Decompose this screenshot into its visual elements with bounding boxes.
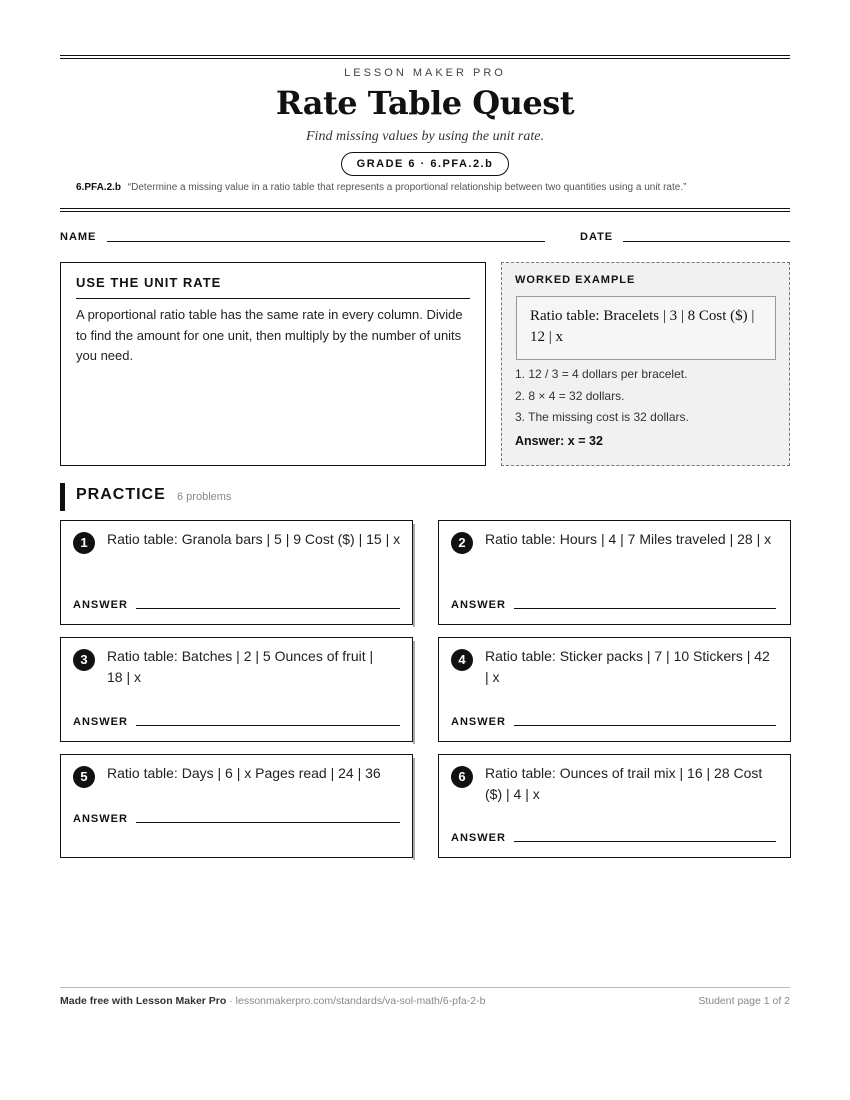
answer-label: ANSWER <box>451 599 506 611</box>
problem-text: Ratio table: Granola bars | 5 | 9 Cost ($) | 15 | x <box>107 531 401 547</box>
practice-accent-bar <box>60 483 65 511</box>
problem-card-6 <box>438 754 791 858</box>
problem-card-1 <box>60 520 413 625</box>
problem-card-3 <box>60 637 413 742</box>
card-shadow <box>413 758 415 860</box>
page-title: Rate Table Quest <box>275 84 575 122</box>
unit-rate-box <box>60 262 486 466</box>
practice-count: 6 problems <box>177 491 232 503</box>
worksheet-page <box>60 0 790 1100</box>
worked-example-step: 3. The missing cost is 32 dollars. <box>515 410 689 424</box>
unit-rate-heading: USE THE UNIT RATE <box>76 275 222 290</box>
worked-example-step: 2. 8 × 4 = 32 dollars. <box>515 388 625 403</box>
answer-field-4[interactable] <box>514 725 776 726</box>
date-label: DATE <box>580 231 614 243</box>
standard-code: 6.PFA.2.b <box>76 182 122 193</box>
problem-number-badge: 5 <box>73 766 95 788</box>
problem-number-badge: 3 <box>73 649 95 671</box>
footer-url[interactable]: · lessonmakerpro.com/standards/va-sol-math/6-pfa-2-b <box>226 995 486 1007</box>
standard-line <box>76 182 686 193</box>
answer-field-6[interactable] <box>514 841 776 842</box>
worked-example-box <box>501 262 790 466</box>
worked-example-steps <box>515 364 689 429</box>
answer-label: ANSWER <box>73 599 128 611</box>
worked-example-step: 1. 12 / 3 = 4 dollars per bracelet. <box>515 367 688 381</box>
footer-made-with: Made free with Lesson Maker Pro <box>60 995 227 1007</box>
problem-number-badge: 2 <box>451 532 473 554</box>
answer-field-2[interactable] <box>514 608 776 609</box>
grade-badge: GRADE 6 · 6.PFA.2.b <box>341 152 509 176</box>
standard-text: “Determine a missing value in a ratio table that represents a proportional relationship between two quantities using a unit rate.” <box>127 182 687 193</box>
problem-text: Ratio table: Batches | 2 | 5 Ounces of fruit | 18 | x <box>107 648 374 685</box>
answer-label: ANSWER <box>73 813 128 825</box>
practice-title: PRACTICE <box>76 486 166 503</box>
answer-field-5[interactable] <box>136 822 400 823</box>
footer-rule <box>60 987 790 988</box>
answer-field-3[interactable] <box>136 725 400 726</box>
unit-rate-body: A proportional ratio table has the same rate in every column. Divide to find the amount for one unit, then multiply by the number of units you need. <box>76 307 463 363</box>
problem-text: Ratio table: Days | 6 | x Pages read | 24 | 36 <box>107 765 381 781</box>
problem-text: Ratio table: Ounces of trail mix | 16 | 28 Cost ($) | 4 | x <box>485 765 763 802</box>
problem-card-2 <box>438 520 791 625</box>
answer-field-1[interactable] <box>136 608 400 609</box>
worked-example-heading: WORKED EXAMPLE <box>515 274 636 286</box>
footer-page-number: Student page 1 of 2 <box>698 995 790 1007</box>
brand-label: LESSON MAKER PRO <box>344 67 506 79</box>
name-field[interactable] <box>107 241 545 242</box>
worked-example-prompt: Ratio table: Bracelets | 3 | 8 Cost ($) | 12 | x <box>530 308 755 345</box>
unit-rate-divider <box>76 298 470 299</box>
problem-text: Ratio table: Hours | 4 | 7 Miles traveled | 28 | x <box>485 531 772 547</box>
problem-number-badge: 6 <box>451 766 473 788</box>
worked-example-prompt-box <box>516 296 776 360</box>
header-bottom-rule <box>60 208 790 212</box>
header-top-rule <box>60 55 790 59</box>
problem-card-5 <box>60 754 413 858</box>
date-field[interactable] <box>623 241 790 242</box>
card-shadow <box>413 524 415 627</box>
problem-card-4 <box>438 637 791 742</box>
name-label: NAME <box>60 231 97 243</box>
card-shadow <box>413 641 415 744</box>
answer-label: ANSWER <box>451 832 506 844</box>
answer-label: ANSWER <box>451 716 506 728</box>
problem-number-badge: 1 <box>73 532 95 554</box>
problem-number-badge: 4 <box>451 649 473 671</box>
problem-text: Ratio table: Sticker packs | 7 | 10 Stickers | 42 | x <box>485 648 770 685</box>
answer-label: ANSWER <box>73 716 128 728</box>
page-subtitle: Find missing values by using the unit rate. <box>306 129 544 144</box>
footer-credit <box>60 995 485 1007</box>
worked-example-answer: Answer: x = 32 <box>515 434 603 448</box>
